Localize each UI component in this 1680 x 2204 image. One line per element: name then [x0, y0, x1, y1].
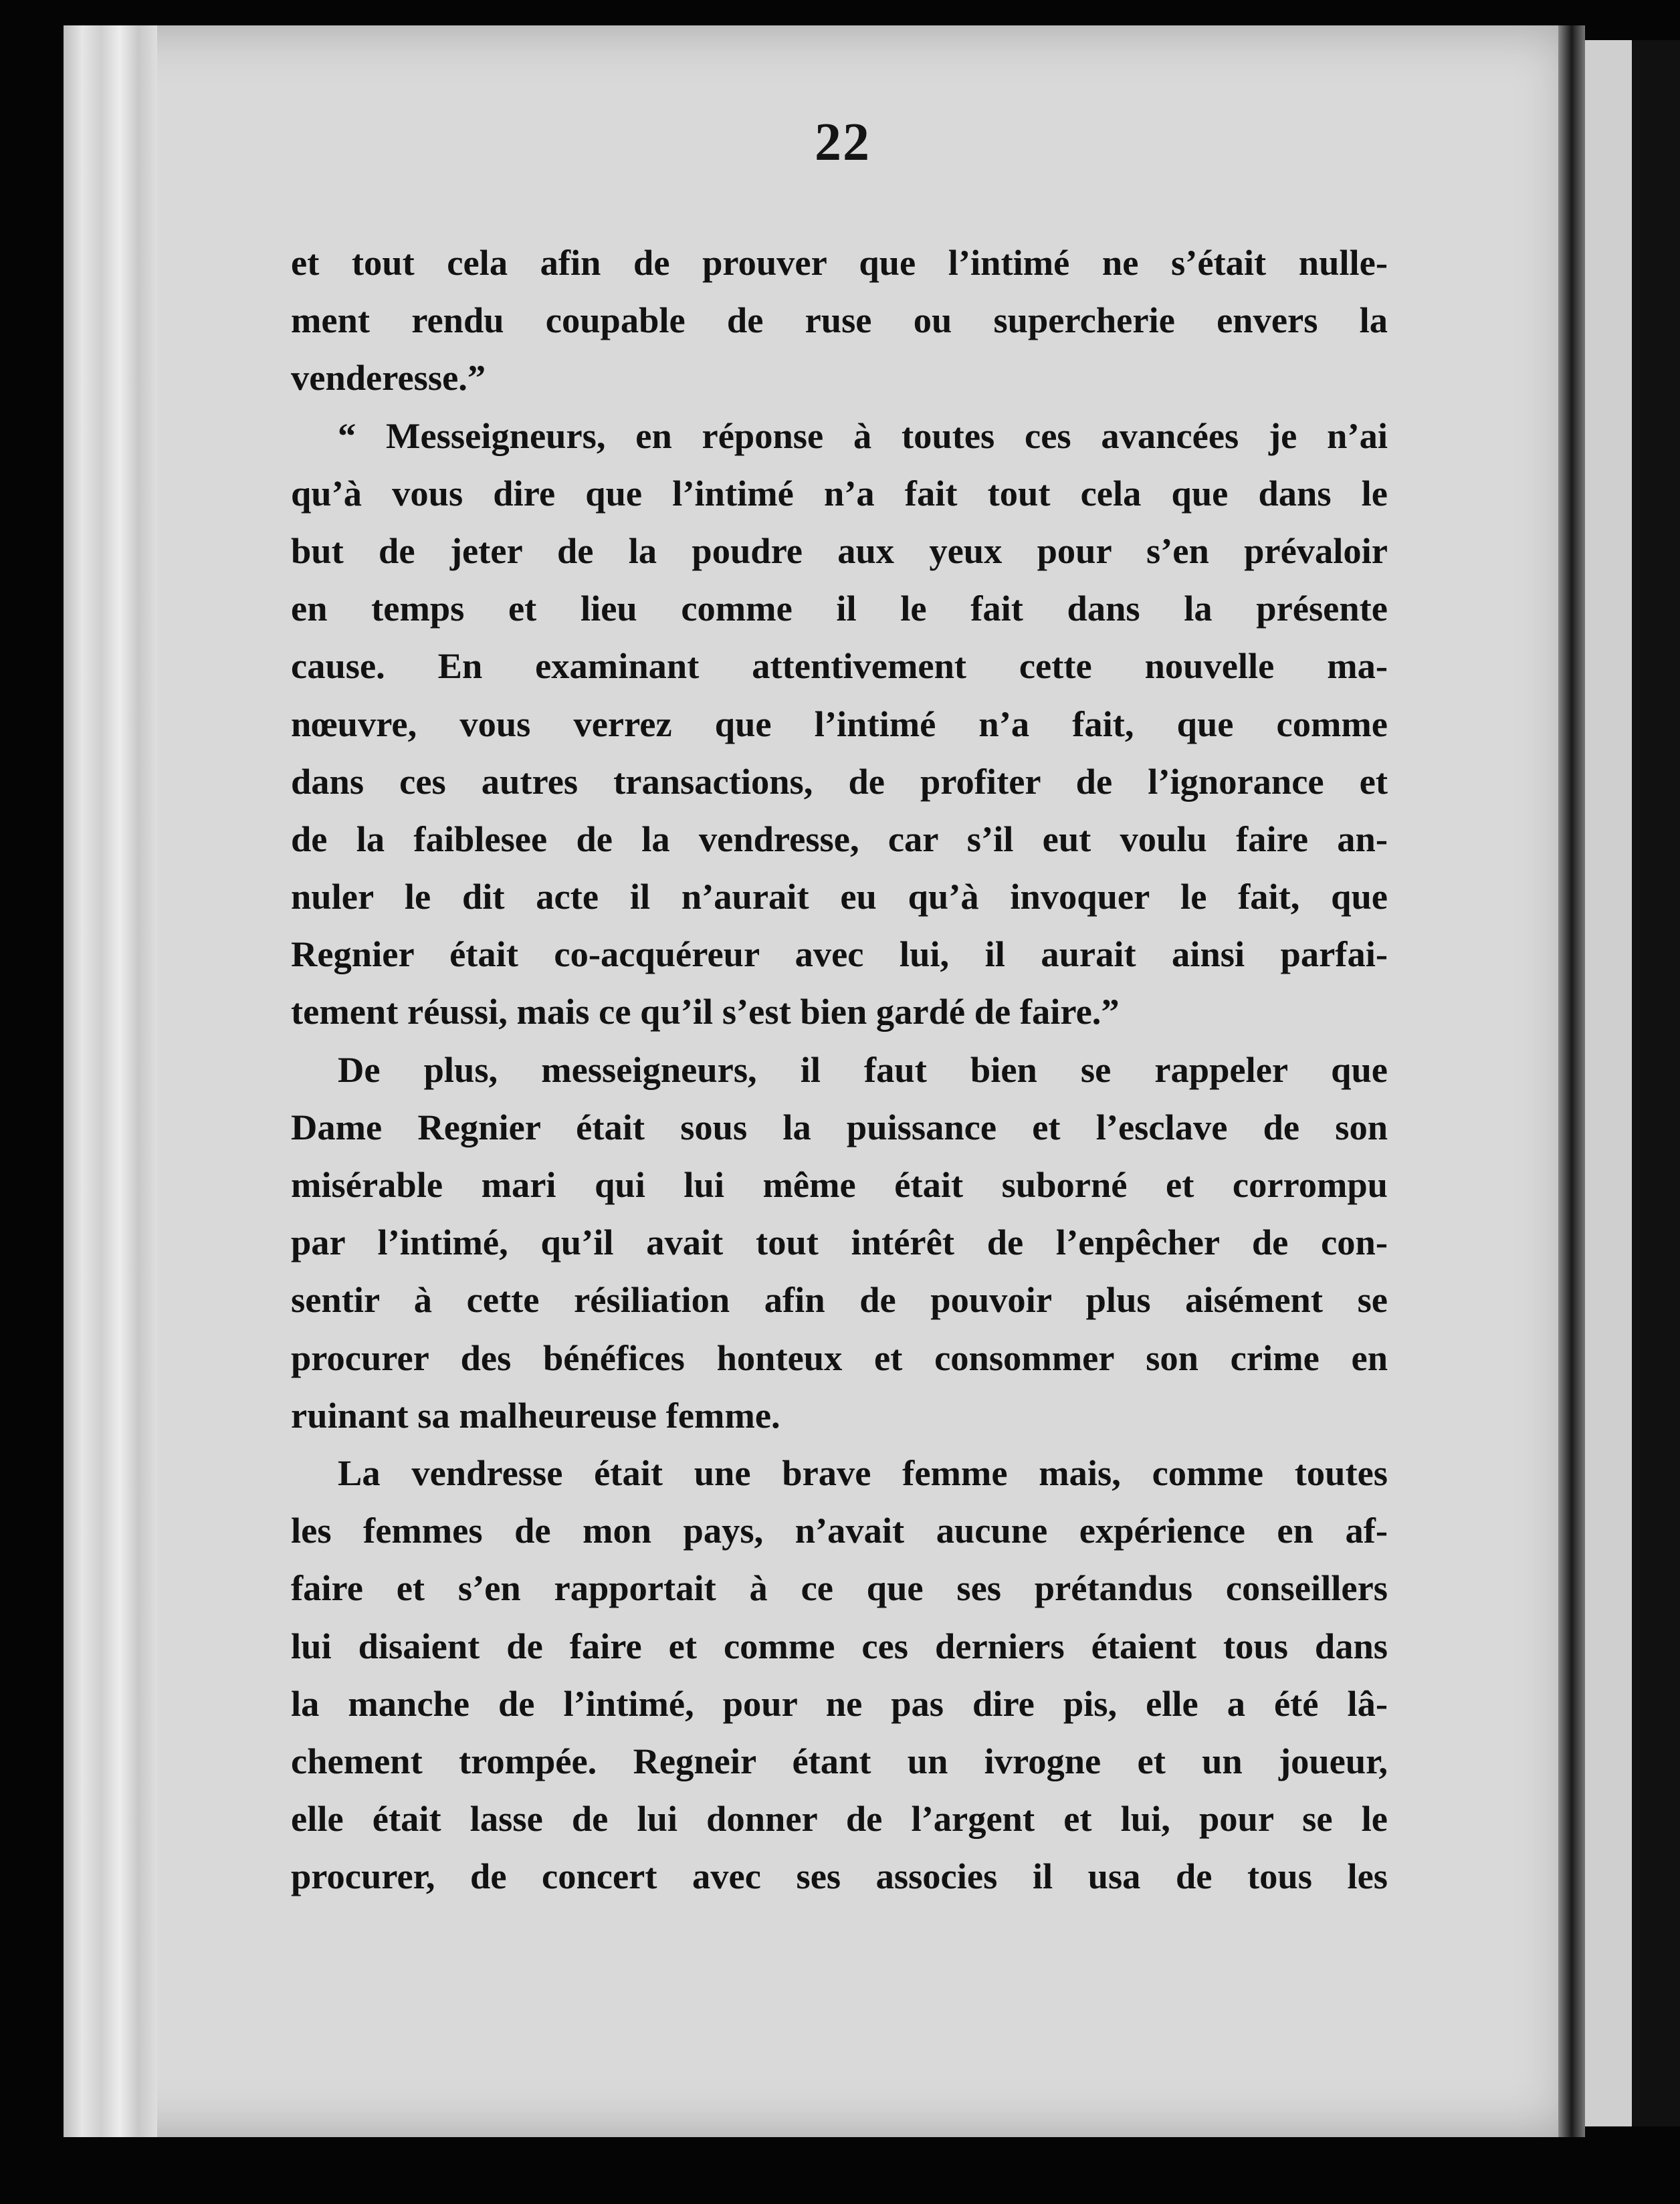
text-line: en temps et lieu comme il le fait dans la présente	[291, 588, 1388, 629]
facing-page-strip	[1585, 40, 1632, 2126]
text-line: et tout cela afin de prouver que l’intimé ne s’était nulle-	[291, 242, 1388, 283]
text-line: faire et s’en rapportait à ce que ses prétandus conseillers	[291, 1567, 1388, 1609]
text-line: procurer des bénéfices honteux et consommer son crime en	[291, 1337, 1388, 1378]
text-line: elle était lasse de lui donner de l’argent et lui, pour se le	[291, 1798, 1388, 1840]
text-line: “ Messeigneurs, en réponse à toutes ces avancées je n’ai	[338, 415, 1388, 456]
text-line: ment rendu coupable de ruse ou supercherie envers la	[291, 300, 1388, 341]
text-line: qu’à vous dire que l’intimé n’a fait tout cela que dans le	[291, 472, 1388, 514]
text-line: lui disaient de faire et comme ces derniers étaient tous dans	[291, 1625, 1388, 1666]
text-line: chement trompée. Regneir étant un ivrogne et un joueur,	[291, 1740, 1388, 1781]
text-line: cause. En examinant attentivement cette nouvelle ma-	[291, 645, 1388, 687]
text-line: nœuvre, vous verrez que l’intimé n’a fait, que comme	[291, 703, 1388, 744]
text-line: sentir à cette résiliation afin de pouvoir plus aisément se	[291, 1279, 1388, 1321]
text-line: ruinant sa malheureuse femme.	[291, 1394, 780, 1436]
text-line: dans ces autres transactions, de profiter de l’ignorance et	[291, 760, 1388, 802]
text-line: venderesse.”	[291, 357, 486, 399]
text-line: La vendresse était une brave femme mais, comme toutes	[338, 1452, 1388, 1493]
text-line: Regnier était co-acquéreur avec lui, il aurait ainsi parfai-	[291, 933, 1388, 975]
text-line: misérable mari qui lui même était suborné et corrompu	[291, 1164, 1388, 1205]
text-line: la manche de l’intimé, pour ne pas dire pis, elle a été lâ-	[291, 1682, 1388, 1724]
text-line: par l’intimé, qu’il avait tout intérêt de l’enpêcher de con-	[291, 1222, 1388, 1263]
page-binding-edge	[64, 25, 157, 2137]
text-line: nuler le dit acte il n’aurait eu qu’à invoquer le fait, que	[291, 876, 1388, 917]
text-line: de la faiblesee de la vendresse, car s’il eut voulu faire an-	[291, 818, 1388, 859]
text-line: procurer, de concert avec ses associes il usa de tous les	[291, 1856, 1388, 1897]
text-line: Dame Regnier était sous la puissance et l’esclave de son	[291, 1106, 1388, 1147]
text-line: but de jeter de la poudre aux yeux pour s’en prévaloir	[291, 530, 1388, 571]
film-margin	[1632, 40, 1680, 2126]
page-number: 22	[815, 113, 871, 172]
body-text	[291, 234, 1388, 1905]
page-gutter-fold	[1558, 25, 1585, 2137]
text-line: tement réussi, mais ce qu’il s’est bien gardé de faire.”	[291, 991, 1120, 1032]
text-line: De plus, messeigneurs, il faut bien se rappeler que	[338, 1049, 1388, 1090]
text-line: les femmes de mon pays, n’avait aucune expérience en af-	[291, 1510, 1388, 1551]
